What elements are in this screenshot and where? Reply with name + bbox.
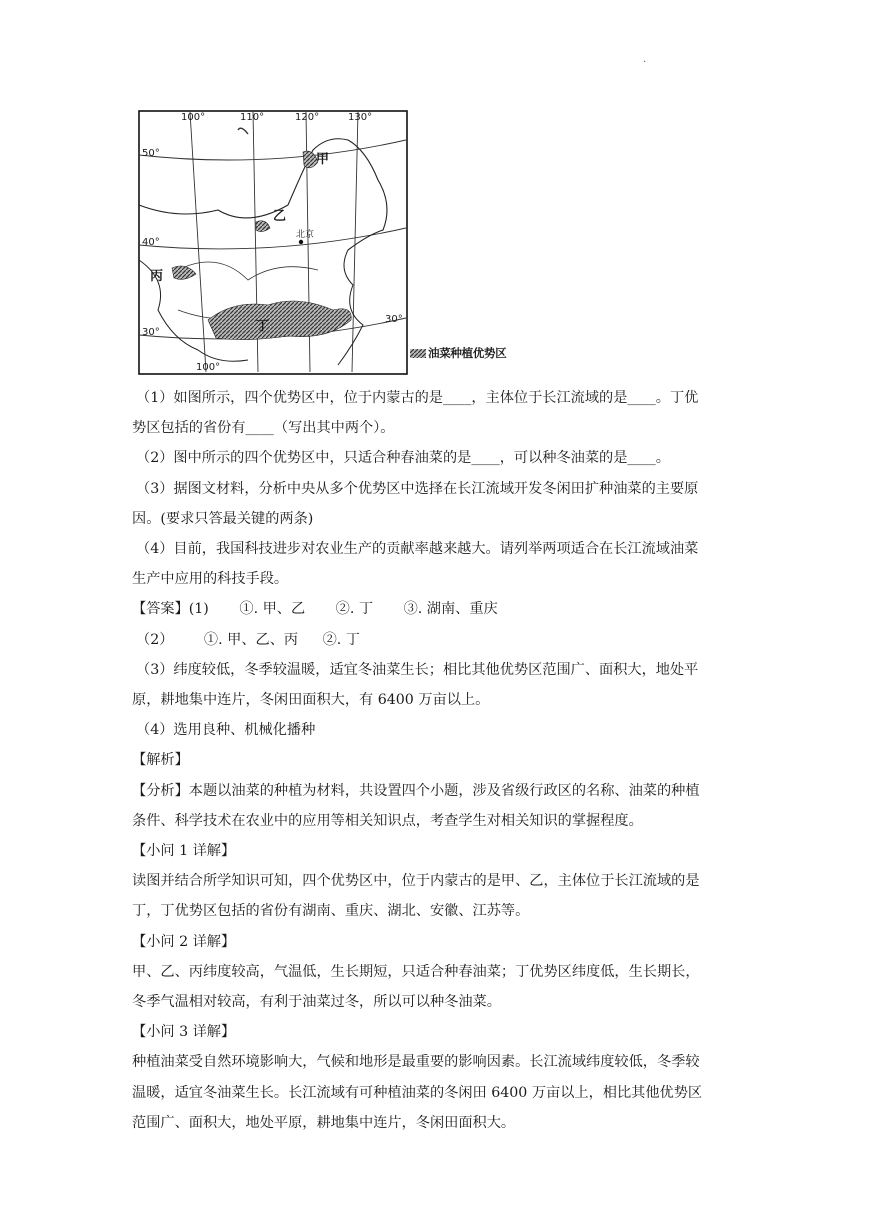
china-map (138, 110, 408, 375)
page-dot: . (643, 54, 647, 65)
sub3-line3: 范围广、面积大，地处平原，耕地集中连片，冬闲田面积大。 (132, 1114, 516, 1131)
beijing-marker (299, 240, 303, 244)
sub2-line2: 冬季气温相对较高，有利于油菜过冬，所以可以种冬油菜。 (132, 994, 501, 1011)
lon-label-110: 110° (240, 112, 265, 123)
lat-label-50: 50° (142, 148, 160, 159)
q4-line2: 生产中应用的科技手段。 (132, 571, 289, 588)
sub1-line1: 读图并结合所学知识可知，四个优势区中，位于内蒙古的是甲、乙，主体位于长江流域的是 (132, 873, 700, 890)
legend-hatch-swatch (410, 349, 426, 358)
answer-2-1: ①. 甲、乙、丙 (203, 631, 299, 648)
sub3-line2: 温暖，适宜冬油菜生长。长江流域有可种植油菜的冬闲田 6400 万亩以上，相比其他优势区 (132, 1084, 703, 1101)
legend-label: 油菜种植优势区 (428, 346, 507, 360)
region-ding-label: 丁 (256, 319, 270, 334)
lat-right-label: 30° (385, 314, 403, 325)
region-jia-label: 甲 (316, 152, 330, 167)
answer-1-3: ③. 湖南、重庆 (403, 601, 498, 618)
answer-1-2: ②. 丁 (335, 601, 374, 618)
answer-2-num: （2） (136, 631, 174, 648)
q1-line1: （1）如图所示，四个优势区中，位于内蒙古的是____，主体位于长江流域的是____。丁优 (136, 390, 699, 406)
sub2-line1: 甲、乙、丙纬度较高，气温低，生长期短，只适合种春油菜；丁优势区纬度低，生长期长， (132, 963, 700, 980)
sub1-head: 【小问 1 详解】 (132, 843, 236, 860)
answer-1-1: ①. 甲、乙 (239, 601, 306, 618)
answer-3-line2: 原，耕地集中连片，冬闲田面积大，有 6400 万亩以上。 (132, 692, 490, 709)
answer-line1 (132, 594, 738, 624)
q3-line2: 因。(要求只答最关键的两条) (132, 510, 314, 527)
rapeseed-map-figure (138, 110, 538, 375)
answer-4: （4）选用良种、机械化播种 (136, 722, 316, 739)
answer-2-2: ②. 丁 (322, 631, 360, 648)
q2-line: （2）图中所示的四个优势区中，只适合种春油菜的是____，可以种冬油菜的是____。 (136, 450, 670, 467)
q4-line1: （4）目前，我国科技进步对农业生产的贡献率越来越大。请列举两项适合在长江流域油菜 (136, 541, 699, 558)
answer-head: 【答案】(1) (132, 601, 209, 618)
sub1-line2: 丁，丁优势区包括的省份有湖南、重庆、湖北、安徽、江苏等。 (132, 903, 530, 920)
beijing-label: 北京 (296, 230, 315, 240)
lon-label-100: 100° (181, 112, 206, 123)
lon-label-120: 120° (295, 112, 320, 123)
document-body (132, 383, 738, 1138)
lat-label-40: 40° (142, 237, 160, 248)
analysis-head: 【解析】 (132, 752, 189, 769)
answer-3-line1: （3）纬度较低，冬季较温暖，适宜冬油菜生长；相比其他优势区范围广、面积大，地处平 (136, 661, 699, 678)
sub2-head: 【小问 2 详解】 (132, 933, 236, 950)
q1-line2: 势区包括的省份有____（写出其中两个）。 (132, 420, 395, 437)
map-legend (410, 345, 506, 361)
q3-line1: （3）据图文材料，分析中央从多个优势区中选择在长江流域开发冬闲田扩种油菜的主要原 (136, 480, 699, 497)
region-yi-label: 乙 (273, 209, 287, 224)
region-bing-label: 丙 (150, 269, 164, 284)
sub3-line1: 种植油菜受自然环境影响大，气候和地形是最重要的影响因素。长江流域纬度较低，冬季较 (132, 1054, 700, 1071)
fenxi-line1: 【分析】本题以油菜的种植为材料，共设置四个小题，涉及省级行政区的名称、油菜的种植 (132, 782, 700, 799)
sub3-head: 【小问 3 详解】 (132, 1024, 236, 1041)
answer-line2 (132, 625, 738, 655)
lon-bottom-label: 100° (196, 362, 221, 373)
fenxi-line2: 条件、科学技术在农业中的应用等相关知识点，考查学生对相关知识的掌握程度。 (132, 812, 643, 829)
lat-label-30: 30° (142, 327, 160, 338)
lon-label-130: 130° (348, 112, 373, 123)
